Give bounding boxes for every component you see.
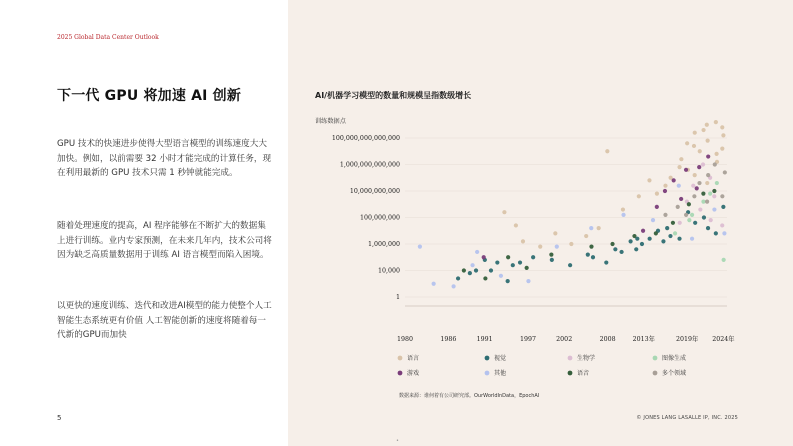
data-point-language — [637, 194, 641, 198]
data-point-biology — [709, 218, 713, 222]
data-point-games — [663, 189, 667, 193]
x-tick-label: 2024年 — [712, 336, 735, 343]
data-point-language — [685, 141, 689, 145]
data-point-vision — [511, 263, 515, 267]
data-point-other — [589, 226, 593, 230]
data-point-vision — [668, 234, 672, 238]
data-point-games — [482, 255, 486, 259]
chart-title: AI/机器学习模型的数量和规模呈指数级增长 — [315, 91, 472, 100]
x-tick-label: 2019年 — [676, 336, 699, 343]
data-point-image_gen — [673, 231, 677, 235]
y-axis-title: 训练数据点 — [315, 118, 346, 125]
legend-swatch-speech — [568, 371, 573, 376]
legend-label-vision: 视觉 — [494, 355, 507, 363]
x-tick-label: 1980 — [396, 336, 414, 343]
legend-label-image_gen: 图像生成 — [662, 355, 687, 363]
data-point-other — [690, 237, 694, 241]
data-point-vision — [468, 271, 472, 275]
data-point-multi_domain — [692, 194, 696, 198]
data-point-language — [655, 192, 659, 196]
data-point-language — [714, 152, 718, 156]
data-point-vision — [648, 237, 652, 241]
data-point-speech — [483, 276, 487, 280]
data-point-language — [693, 131, 697, 135]
data-point-multi_domain — [684, 213, 688, 217]
data-point-multi_domain — [676, 205, 680, 209]
data-point-vision — [677, 237, 681, 241]
data-point-multi_domain — [697, 181, 701, 185]
data-point-speech — [506, 255, 510, 259]
data-point-multi_domain — [663, 213, 667, 217]
y-tick-label: 10,000,000,000 — [349, 188, 400, 195]
data-point-language — [693, 173, 697, 177]
data-point-other — [470, 263, 474, 267]
x-tick-label: 2013年 — [632, 336, 655, 343]
data-point-games — [641, 229, 645, 233]
data-point-image_gen — [722, 258, 726, 262]
data-point-language — [720, 147, 724, 151]
x-tick-label: 1991 — [476, 336, 493, 343]
data-point-language — [553, 231, 557, 235]
data-point-image_gen — [701, 200, 705, 204]
data-point-speech — [712, 189, 716, 193]
data-point-speech — [549, 253, 553, 257]
data-point-vision — [619, 250, 623, 254]
data-point-other — [651, 218, 655, 222]
paragraph-innovation: 以更快的速度训练、迭代和改进AI模型的能力使整个人工智能生态系统更有价值 人工智能创新的速度将随着每一代新的GPU而加快 — [57, 301, 272, 341]
legend-label-games: 游戏 — [407, 370, 420, 378]
page-number: 5 — [57, 414, 62, 422]
data-point-language — [514, 223, 518, 227]
report-header: 2025 Global Data Center Outlook — [57, 34, 159, 41]
data-point-language — [569, 242, 573, 246]
data-point-vision — [613, 247, 617, 251]
data-point-other — [555, 245, 559, 249]
data-point-speech — [610, 242, 614, 246]
legend-label-speech: 语音 — [577, 370, 590, 378]
data-point-vision — [591, 255, 595, 259]
y-tick-label: 1,000,000,000,000 — [339, 161, 400, 169]
data-point-games — [679, 197, 683, 201]
data-point-speech — [462, 268, 466, 272]
data-point-vision — [661, 239, 665, 243]
data-point-language — [698, 149, 702, 153]
data-point-language — [706, 139, 710, 143]
data-point-image_gen — [715, 181, 719, 185]
data-point-biology — [678, 221, 682, 225]
data-point-vision — [506, 279, 510, 283]
data-point-games — [695, 186, 699, 190]
data-point-language — [692, 144, 696, 148]
data-point-vision — [665, 226, 669, 230]
data-point-biology — [698, 207, 702, 211]
data-point-speech — [589, 245, 593, 249]
section-title: 下一代 GPU 将加速 AI 创新 — [57, 88, 242, 104]
data-point-vision — [586, 253, 590, 257]
y-tick-label: 1,000,000 — [367, 241, 400, 248]
data-point-image_gen — [687, 218, 691, 222]
data-point-vision — [634, 247, 638, 251]
data-point-vision — [714, 231, 718, 235]
data-point-language — [621, 207, 625, 211]
legend-swatch-other — [485, 371, 490, 376]
data-point-vision — [629, 239, 633, 243]
data-point-biology — [720, 223, 724, 227]
data-point-vision — [531, 255, 535, 259]
x-tick-label: 2002 — [556, 336, 573, 343]
y-tick-label: 100,000,000 — [359, 214, 400, 222]
data-point-vision — [568, 263, 572, 267]
data-point-language — [677, 165, 681, 169]
data-point-language — [584, 234, 588, 238]
chart-source: 数据来源：谁何着有公司研究部。OurWorldInData，EpochAI — [399, 393, 540, 399]
data-point-speech — [701, 192, 705, 196]
data-point-vision — [518, 260, 522, 264]
data-point-image_gen — [708, 192, 712, 196]
data-point-other — [475, 250, 479, 254]
data-point-language — [521, 239, 525, 243]
data-point-language — [679, 157, 683, 161]
data-point-other — [432, 282, 436, 286]
paragraph-gpu-speed: GPU 技术的快速进步使得大型语言模型的训练速度大大加快。例如，以前需要 32 小时才能完成的计算任务，现在利用最新的 GPU 技术只需 1 秒钟就能完成。 — [57, 139, 272, 179]
data-point-language — [647, 178, 651, 182]
data-point-vision — [456, 276, 460, 280]
data-point-vision — [474, 268, 478, 272]
data-point-speech — [654, 231, 658, 235]
data-point-other — [499, 274, 503, 278]
data-point-biology — [712, 194, 716, 198]
y-tick-label: 10,000 — [377, 267, 400, 275]
data-point-other — [677, 184, 681, 188]
legend-swatch-biology — [568, 356, 573, 361]
data-point-multi_domain — [706, 173, 710, 177]
data-point-vision — [489, 268, 493, 272]
paragraph-data-scarcity: 随着处理速度的提高，AI 程序能够在不断扩大的数据集上进行训练。业内专家预测，在未来几年内，技术公司将因为缺乏高质量数据用于训练 AI 语言模型而陷入困境。 — [57, 221, 272, 261]
data-point-language — [663, 184, 667, 188]
data-point-multi_domain — [713, 162, 717, 166]
data-point-biology — [691, 184, 695, 188]
data-point-games — [697, 165, 701, 169]
data-point-games — [655, 205, 659, 209]
data-point-vision — [640, 242, 644, 246]
data-point-speech — [525, 266, 529, 270]
data-point-other — [526, 279, 530, 283]
y-tick-label: 1 — [395, 294, 400, 301]
data-point-language — [705, 123, 709, 127]
x-tick-label: 1986 — [440, 336, 457, 343]
data-point-vision — [495, 260, 499, 264]
y-tick-label: 100,000,000,000,000 — [331, 135, 400, 142]
data-point-language — [705, 181, 709, 185]
data-point-biology — [701, 162, 705, 166]
data-point-games — [684, 168, 688, 172]
legend-label-language: 语言 — [407, 355, 420, 363]
legend-label-other: 其他 — [494, 370, 507, 378]
data-point-language — [605, 149, 609, 153]
legend-swatch-vision — [485, 356, 490, 361]
data-point-language — [597, 226, 601, 230]
data-point-multi_domain — [705, 200, 709, 204]
data-point-vision — [702, 215, 706, 219]
legend-label-multi_domain: 多个领域 — [662, 370, 687, 378]
data-point-vision — [550, 258, 554, 262]
data-point-language — [714, 120, 718, 124]
data-point-vision — [706, 226, 710, 230]
data-point-language — [721, 133, 725, 137]
legend-swatch-image_gen — [653, 356, 658, 361]
data-point-vision — [721, 205, 725, 209]
legend-swatch-games — [398, 371, 403, 376]
data-point-other — [712, 207, 716, 211]
legend-swatch-language — [398, 356, 403, 361]
data-point-games — [672, 178, 676, 182]
data-point-language — [502, 210, 506, 214]
data-point-multi_domain — [723, 170, 727, 174]
data-point-speech — [671, 221, 675, 225]
data-point-multi_domain — [720, 194, 724, 198]
data-point-other — [451, 284, 455, 288]
data-point-image_gen — [690, 213, 694, 217]
data-point-other — [722, 231, 726, 235]
data-point-games — [706, 154, 710, 158]
legend-label-biology: 生物学 — [577, 355, 596, 363]
scatter-chart — [288, 0, 793, 446]
data-point-vision — [693, 221, 697, 225]
x-tick-label: 1997 — [519, 336, 537, 343]
data-point-other — [418, 245, 422, 249]
data-point-language — [701, 128, 705, 132]
center-mark: • — [396, 438, 399, 444]
legend-swatch-multi_domain — [653, 371, 658, 376]
data-point-speech — [632, 234, 636, 238]
data-point-other — [621, 213, 625, 217]
data-point-language — [720, 125, 724, 129]
data-point-language — [538, 245, 542, 249]
copyright: © JONES LANG LASALLE IP, INC. 2025 — [636, 415, 738, 421]
x-tick-label: 2008 — [599, 336, 616, 343]
data-point-vision — [604, 260, 608, 264]
data-point-speech — [687, 202, 691, 206]
